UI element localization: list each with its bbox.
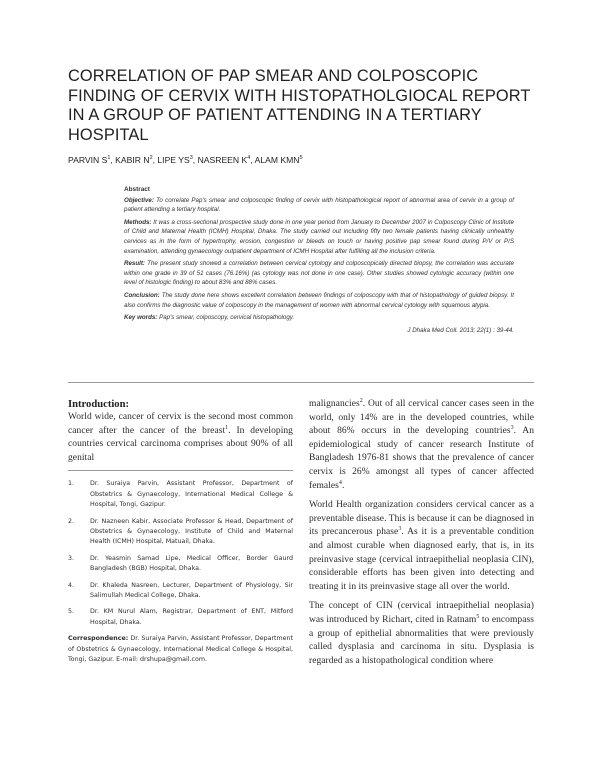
abstract-keywords: Key words: Pap's smear, colposcopy, cervical histopathology. (124, 314, 295, 322)
author-list: PARVIN $S^1$, KABIR $N^2$, LIPE $YS^3$, NASREEN $K^4$, ALAM KMN$^5$ (68, 155, 303, 165)
abstract-objective: Objective: To correlate Pap's smear and colposcopic finding of cervix with histopathological report of abnormal area of cervix in a group of patient attending a tertiary hospital. (124, 196, 514, 214)
author: NASREEN $K^4$ (197, 155, 251, 165)
introduction-heading: Introduction: (68, 399, 130, 410)
correspondence: Correspondence: Dr. Suraiya Parvin, Assistant Professor, Department of Obstetrics & Gynaecology, International Medical College & Hospital, Tongi, Gazipur. E-mail: drshupa@gmail.com. (68, 635, 293, 664)
left-column (68, 398, 293, 665)
footnote-item: 5. Dr. KM Nurul Alam, Registrar, Department of ENT, Mitford Hospital, Dhaka. (68, 608, 293, 626)
body-paragraph: malignancies$^2$. Out of all cervical cancer cases seen in the world, only 14% are in the developed countries, while about 86% occurs in the developing countries$^3$. An epidemiological study of cancer research Institute of Bangladesh 1976-81 shows that the prevalence of cancer cervix is 26% amongst all types of cancer affected females$^4$. (309, 397, 534, 491)
body-paragraph: World Health organization considers cervical cancer as a preventable disease. This is because it can be diagnosed in its precancerous phase$^3$. As it is a preventable condition and almost curable when diagnosed early, that is, in its preinvasive stage (cervical intraepithelial neoplasia CIN), considerable efforts has been given into detecting and treating it in its preinvasive stage all over the world. (309, 500, 534, 592)
abstract-heading: Abstract (124, 186, 150, 193)
footnote-divider (68, 470, 293, 471)
author: PARVIN $S^1$ (68, 155, 111, 165)
footnote-item: 4. Dr. Khaleda Nasreen, Lecturer, Department of Physiology, Sir Salimullah Medical College, Dhaka. (68, 581, 293, 600)
author: LIPE $YS^3$ (157, 155, 193, 165)
body-paragraph: The concept of CIN (cervical intraepithelial neoplasia) was introduced by Richart, cited in Ratnam$^5$ to encompass a group of epithelial abnormalities that were previously called dysplasia and carcinoma in situ. Dysplasia is regarded as a histopathological condition where (309, 601, 534, 666)
footnote-item: 1. Dr. Suraiya Parvin, Assistant Professor, Department of Obstetrics & Gynaecology, International Medical College & Hospital, Tongi, Gazipur. (68, 480, 293, 509)
author-affiliations (68, 479, 293, 665)
footnote-item: 2. Dr. Nazneen Kabir, Associate Professor & Head, Department of Obstetrics & Gynaecology, Institute of Child and Maternal Health (ICMH) Hospital, Matuail, Dhaka. (68, 517, 293, 546)
introduction-paragraph: World wide, cancer of cervix is the second most common cancer after the cancer of the breast$^1$. In developing countries cervical carcinoma comprises about 90% of all genital (68, 412, 293, 463)
abstract (124, 185, 514, 335)
author: KABIR $N^2$ (115, 155, 153, 165)
section-divider (68, 382, 534, 383)
abstract-result: Result: The present study showed a correlation between cervical cytology and colposcopically directed biopsy, the correlation was accurate within one grade in 39 of 51 cases (76.16%) (as cytology was not done in one case). Other studies showed cytologic accuracy (within one level of histologic finding) to about 83% and 88% cases. (124, 260, 514, 287)
article-title: CORRELATION OF PAP SMEAR AND COLPOSCOPIC FINDING OF CERVIX WITH HISTOPATHOLGIOCAL REPORT IN A GROUP OF PATIENT ATTENDING IN A TERTIARY HOSPITAL (68, 67, 531, 144)
footnote-item: 3. Dr. Yeasmin Samad Lipe, Medical Officer, Border Gaurd Bangladesh (BGB) Hospital, Dhaka. (68, 554, 293, 573)
journal-citation: J Dhaka Med Coll. 2013; 22(1) : 39-44. (407, 326, 514, 334)
abstract-conclusion: Conclusion: The study done here shows excellent correlation between findings of colposcopy with that of histopathology of guided biopsy. It also confirms the diagnostic value of colposcopy in the management of women with abnormal cervical cytology with squamous atypia. (124, 291, 514, 309)
right-column (309, 398, 534, 674)
abstract-methods: Methods: It was a cross-sectional prospective study done in one year period from January to December 2007 in Colposcopy Clinic of Institute of Child and Maternal Health (ICMH) Hospital, Dhaka. The study carried out including fifty two female patients having clinically unhealthy cervices as in the form of hypertrophy, erosion, congestion or bleeds on touch or having positive pap smear found during P/V or P/S examination, attending gynaecology outpatient department of ICMH Hospital after fulfilling all the inclusion criteria. (124, 218, 514, 255)
author: ALAM KMN$^5$ (254, 155, 303, 165)
